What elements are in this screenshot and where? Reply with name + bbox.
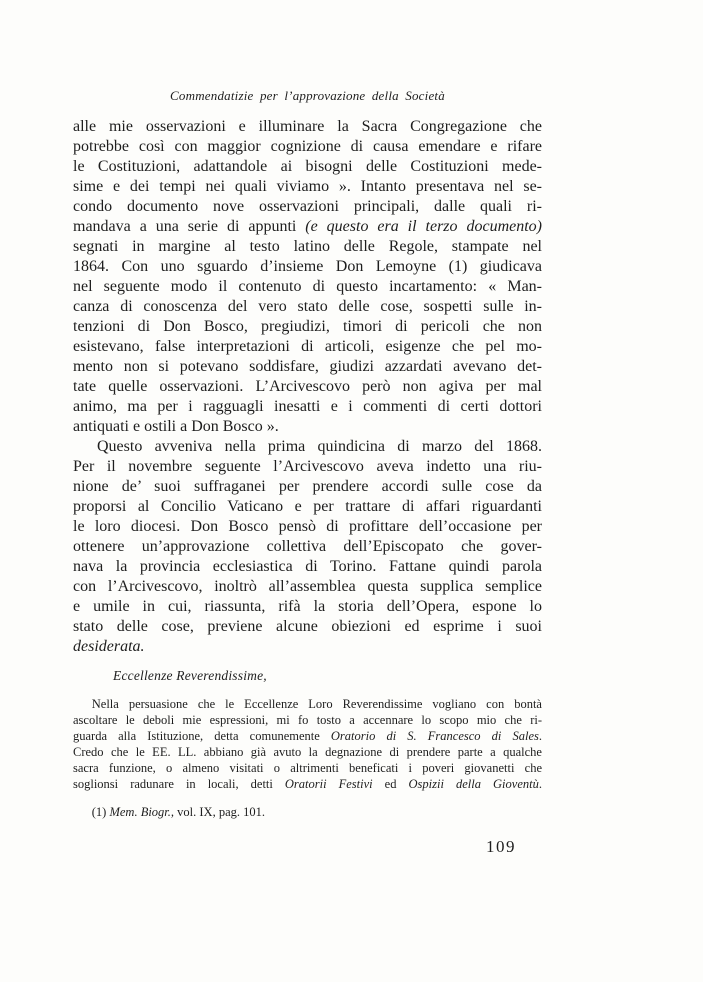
text-block — [73, 88, 542, 857]
letter-salutation: Eccellenze Reverendissime, — [113, 668, 267, 683]
text-line — [73, 377, 542, 397]
text-line — [73, 776, 542, 792]
italic-text-segment: Ospizii della Gioventù — [408, 777, 539, 791]
text-line — [73, 696, 542, 712]
text-segment: canza di conoscenza del vero stato delle cose, sospetti sulle in- — [73, 298, 542, 315]
text-segment: (1) — [91, 805, 110, 819]
text-line — [73, 137, 542, 157]
text-segment: Nella persuasione che le Eccellenze Loro Reverendissime vogliano con bontà — [91, 697, 542, 711]
text-line — [73, 457, 542, 477]
text-line — [73, 537, 542, 557]
italic-text-segment: Mem. Biogr., — [109, 805, 175, 819]
text-line — [73, 277, 542, 297]
text-line — [73, 217, 542, 237]
running-header: Commendatizie per l’approvazione della Società — [170, 88, 445, 103]
text-segment: con l’Arcivescovo, inoltrò all’assemblea questa supplica semplice — [73, 578, 542, 595]
body-paragraph-2 — [73, 437, 542, 657]
body-paragraph-1 — [73, 117, 542, 437]
text-segment: . — [538, 777, 542, 791]
text-segment: esistevano, false interpretazioni di articoli, esigenze che pel mo- — [73, 338, 542, 355]
text-segment: le Costituzioni, adattandole ai bisogni delle Costituzioni mede- — [73, 158, 542, 175]
quoted-letter-paragraph — [73, 696, 542, 792]
text-line — [73, 760, 542, 776]
text-segment: 1864. Con uno sguardo d’insieme Don Lemoyne (1) giudicava — [73, 258, 542, 275]
text-segment: condo documento nove osservazioni principali, dalle quali ri- — [73, 198, 542, 215]
text-segment: tenzioni di Don Bosco, pregiudizi, timori di pericoli che non — [73, 318, 542, 335]
text-segment: proporsi al Concilio Vaticano e per trattare di affari riguardanti — [73, 498, 542, 515]
page-number: 109 — [486, 837, 516, 856]
text-line — [73, 357, 542, 377]
text-line — [73, 517, 542, 537]
text-segment: stato delle cose, previene alcune obiezioni ed esprime i suoi — [73, 618, 542, 635]
text-segment: nione de’ suoi suffraganei per prendere accordi sulle cose da — [73, 478, 542, 495]
text-line — [73, 397, 542, 417]
text-segment: soglionsi radunare in locali, detti — [73, 777, 285, 791]
text-line — [73, 728, 542, 744]
text-line — [73, 597, 542, 617]
text-segment: Credo che le EE. LL. abbiano già avuto la degnazione di prendere parte a qualche — [73, 745, 542, 759]
text-segment: animo, ma per i ragguagli inesatti e i commenti di certi dottori — [73, 398, 542, 415]
text-line — [73, 157, 542, 177]
text-line — [73, 637, 542, 657]
text-segment: nava la provincia ecclesiastica di Torino. Fattane quindi parola — [73, 558, 542, 575]
text-line — [73, 337, 542, 357]
text-segment: potrebbe così con maggior cognizione di causa emendare e rifare — [73, 138, 542, 155]
text-segment: ascoltare le deboli mie espressioni, mi fo tosto a accennare lo scopo mio che ri- — [73, 713, 542, 727]
text-line — [73, 237, 542, 257]
text-segment: guarda alla Istituzione, detta comunemente — [73, 729, 331, 743]
text-line — [73, 417, 542, 437]
italic-text-segment: (e questo era il terzo documento) — [305, 218, 543, 235]
text-segment: sime e dei tempi nei quali viviamo ». Intanto presentava nel se- — [73, 178, 542, 195]
italic-text-segment: desiderata. — [73, 638, 145, 655]
text-segment: alle mie osservazioni e illuminare la Sacra Congregazione che — [73, 118, 542, 135]
text-segment: nel seguente modo il contenuto di questo incartamento: « Man- — [73, 278, 542, 295]
text-line — [73, 617, 542, 637]
text-line — [73, 437, 542, 457]
text-segment: mento non si potevano soddisfare, giudizi azzardati avevano det- — [73, 358, 542, 375]
text-line — [73, 712, 542, 728]
text-line — [73, 257, 542, 277]
text-segment: e umile in cui, riassunta, rifà la storia dell’Opera, espone lo — [73, 598, 542, 615]
text-segment: sacra funzione, o almeno visitati o altrimenti beneficati i poveri giovanetti che — [73, 761, 542, 775]
footnote — [73, 804, 542, 820]
text-line — [73, 497, 542, 517]
text-line — [73, 477, 542, 497]
text-segment: vol. IX, pag. 101. — [174, 805, 265, 819]
text-segment: ed — [372, 777, 409, 791]
text-segment: tate quelle osservazioni. L’Arcivescovo però non agiva per mal — [73, 378, 542, 395]
text-segment: ottenere un’approvazione collettiva dell’Episcopato che gover- — [73, 538, 542, 555]
text-segment: antiquati e ostili a Don Bosco ». — [73, 418, 279, 435]
text-line — [73, 177, 542, 197]
text-line — [73, 197, 542, 217]
text-line — [73, 804, 542, 820]
text-line — [73, 317, 542, 337]
text-segment: Questo avveniva nella prima quindicina di marzo del 1868. — [97, 438, 542, 455]
italic-text-segment: Oratorio di S. Francesco di Sales — [330, 729, 539, 743]
text-line — [73, 577, 542, 597]
text-line — [73, 744, 542, 760]
text-segment: le loro diocesi. Don Bosco pensò di profittare dell’occasione per — [73, 518, 542, 535]
text-line — [73, 117, 542, 137]
text-line — [73, 297, 542, 317]
text-segment: Per il novembre seguente l’Arcivescovo aveva indetto una riu- — [73, 458, 542, 475]
text-segment: . — [538, 729, 543, 743]
italic-text-segment: Oratorii Festivi — [284, 777, 373, 791]
text-segment: mandava a una serie di appunti — [73, 218, 306, 235]
text-segment: segnati in margine al testo latino delle Regole, stampate nel — [73, 238, 542, 255]
text-line — [73, 557, 542, 577]
